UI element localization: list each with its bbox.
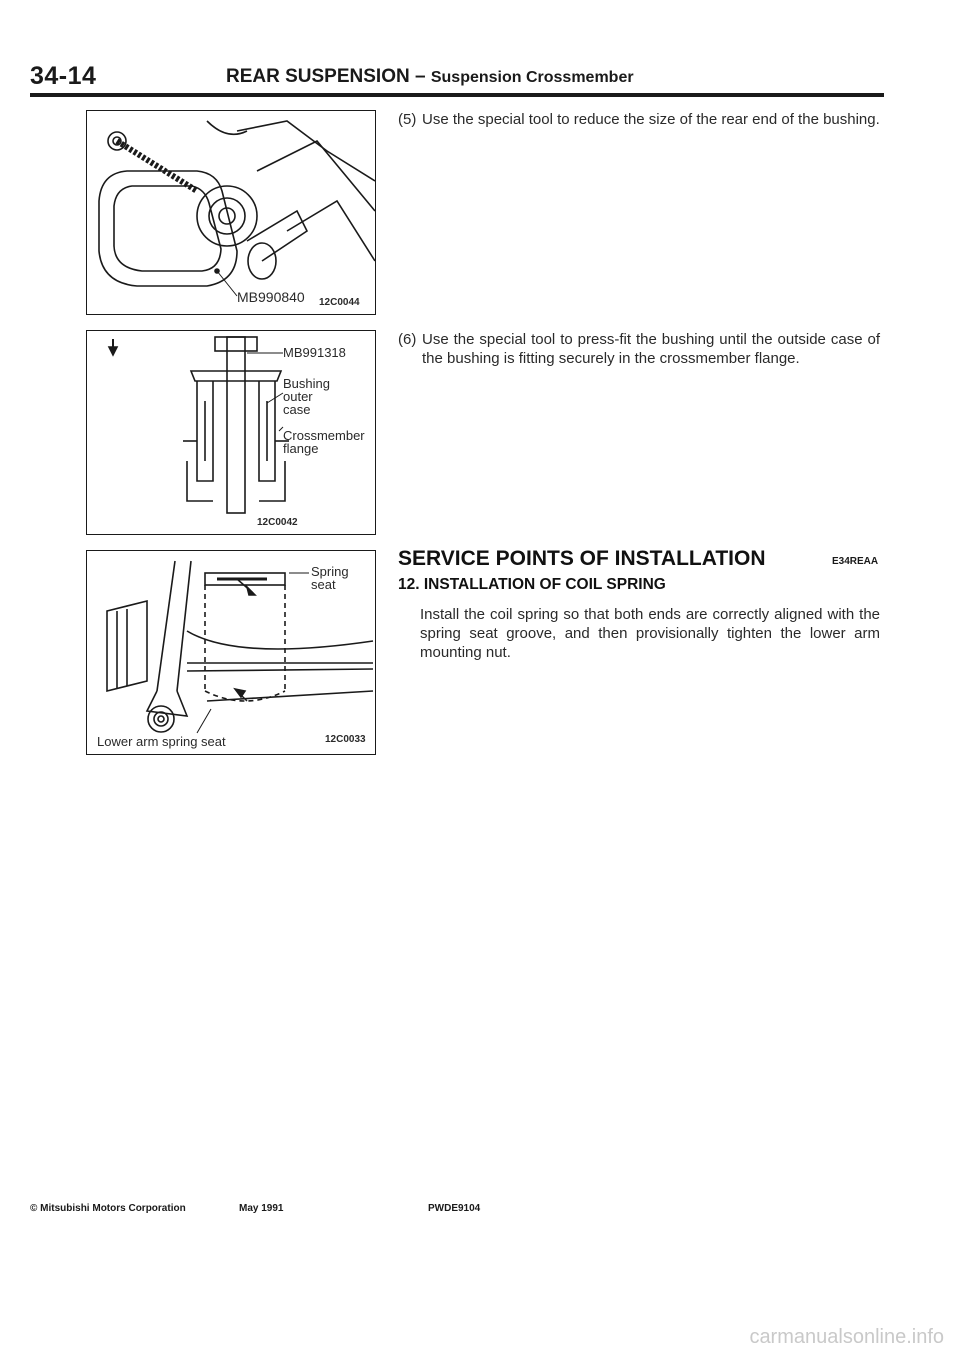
step-6 [398,330,882,390]
label-line: case [283,402,311,417]
label-line: flange [283,441,319,456]
section-title: REAR SUSPENSION [226,66,410,87]
footer-copyright: © Mitsubishi Motors Corporation [30,1203,186,1214]
bushing-outer-case-label [283,377,330,416]
lower-arm-spring-seat-label: Lower arm spring seat [97,734,226,749]
figure-spring-seat [86,550,376,755]
step-number: (5) [398,111,417,128]
section-heading: SERVICE POINTS OF INSTALLATION [398,547,766,570]
label-line: outer [283,389,313,404]
step-number: (6) [398,331,417,348]
installation-instructions: Install the coil spring so that both ends are correctly aligned with the spring seat groove, and then provisionally tighten the lower arm mounting nut. [420,606,880,661]
figure-clamp-tool [86,110,376,315]
step-text: Use the special tool to reduce the size of the rear end of the bushing. [422,111,880,128]
label-line: Crossmember [283,428,365,443]
clamp-tool-illustration [87,111,375,314]
figure-code: 12C0042 [257,517,298,528]
footer-date: May 1991 [239,1203,284,1214]
tool-label-mb990840: MB990840 [237,289,305,305]
watermark: carmanualsonline.info [749,1326,944,1348]
figure-bushing-press [86,330,376,535]
figure-code: 12C0044 [319,297,360,308]
page-title [226,66,634,88]
spring-seat-label [311,565,349,591]
section-code: E34REAA [832,556,879,567]
figure-code: 12C0033 [325,734,366,745]
step-text: Use the special tool to press-fit the bushing until the outside case of the bushing is fitting securely in the crossmember flange. [422,331,880,367]
crossmember-flange-label [283,429,365,455]
page-number: 34-14 [30,62,97,90]
label-line: seat [311,577,336,592]
tool-label-mb991318: MB991318 [283,345,346,360]
title-separator: – [414,66,426,87]
step-5 [398,110,882,150]
footer-doc-code: PWDE9104 [428,1203,481,1214]
subsection-heading: 12. INSTALLATION OF COIL SPRING [398,576,666,593]
header-rule [30,93,884,97]
subsection-title: Suspension Crossmember [430,69,634,86]
label-line: Spring [311,564,349,579]
label-line: Bushing [283,376,330,391]
